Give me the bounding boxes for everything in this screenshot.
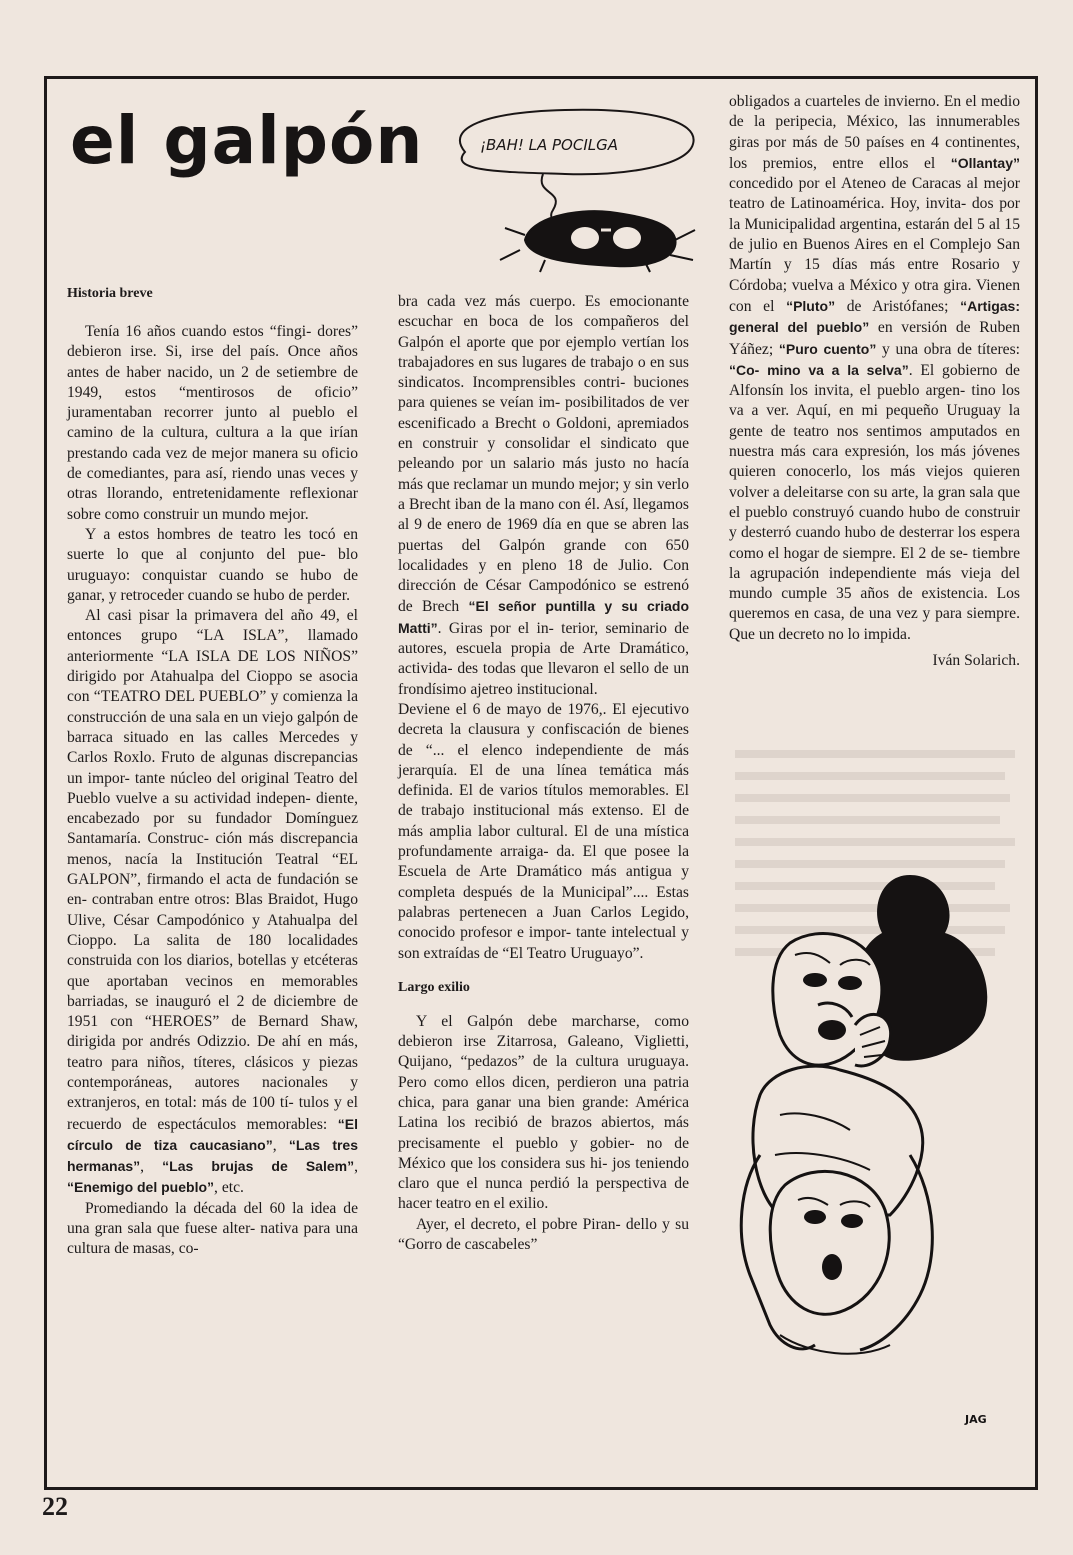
play-title: “Co- mino va a la selva” [729,361,909,378]
separator: , [140,1158,163,1176]
paragraph [729,92,1020,645]
author-signature: Iván Solarich. [932,652,1020,670]
separator: , [354,1158,358,1176]
paragraph-text: y una obra de títeres: [882,340,1020,358]
paragraph: Y a estos hombres de teatro les tocó en suerte lo que al conjunto del pue- blo uruguayo: conquistar cuando se hubo de ganar, y retroceder cuando se hubo de perder. [67,525,358,604]
paragraph-text: . Giras por el in- terior, seminario de autores, escuela propia de Arte Dramático, activida- des todas que llevaron el sello de un frondísimo ajetreo institucional. [398,619,689,698]
illustrator-signature: JAG [965,1413,987,1426]
play-title: “Puro cuento” [778,340,877,357]
play-title: “Artigas: general del pueblo” [729,297,1021,336]
paragraph: Tenía 16 años cuando estos “fingi- dores” debieron irse. Si, irse del país. Once años antes de haber nacido, un 2 de setiembre de 1949, estos “mentirosos de oficio” juramentaban recorrer junto al pueblo el camino de la cultura, cultura a la que irían prestando cada vez de mejor manera su oficio de comediantes, para así, riendo unas veces y otras llorando, entretenidamente reflexionar sobre como construir un mundo mejor. [67,323,358,523]
paragraph-text: obligados a cuarteles de invierno. En el medio de la peripecia, México, las innumerables giras por más de 50 países en 4 continentes, los premios, entre ellos el [729,93,1020,172]
section-heading-historia-breve: Historia breve [67,286,153,301]
cartoon-caption: ¡BAH! LA POCILGA [480,136,619,154]
play-title: “El señor puntilla y su criado Matti” [398,598,689,636]
paragraph-text: en versión de Ruben Yáñez; [729,319,1020,358]
paragraph [398,292,689,700]
paragraph-text: . El gobierno de Alfonsín los invita, el pueblo argen- tino los va a ver. Aquí, en mi pequeño Uruguay la gente de teatro nos sentimos amputados en nuestra más cara expresión, los más jóvenes quieren conocerlo, los más viejos quieren volver a deleitarse con su arte, la gran sala que el pueblo construyó cuando hubo de construir y desterró cuando hubo de desterrar los espera como el hogar de siempre. El 2 de se- tiembre la agrupación independiente más vieja del mundo cumple 35 años de existencia. Los queremos en casa, de una vez y para siempre. Que un decreto no lo impida. [729,361,1020,643]
play-title: “Enemigo del pueblo” [67,1179,215,1196]
article-column-2 [398,292,689,1255]
paragraph-text: Al casi pisar la primavera del año 49, el entonces grupo “LA ISLA”, llamado anteriormente “LA ISLA DE LOS NIÑOS” dirigido por Atahualpa del Cioppo se asocia con “TEATRO DEL PUEBLO” y comienza la construcción de una sala en un viejo galpón de barraca situado en las calles Mercedes y Carlos Roxlo. Fruto de algunas discrepancias un impor- tante núcleo del original Teatro del Pueblo vuelve a su actividad indepen- diente, encabezado por su fundador Domínguez Santamaría. Construc- ción más discrepancia menos, nacía la Institución Teatral “EL GALPON”, firmando el acta de fundación se en- contraban entre otros: Blas Braidot, Hugo Ulive, César Campodónico y Atahualpa del Cioppo. La salita de 180 localidades construida con los diarios, botellas y etcéteras que aportaban vecinos en memorables barriadas, se inauguró el 2 de diciembre de 1951 con “HEROES” de Bernard Shaw, dirigida por andrés Odizzio. De ahí en más, teatro para niños, títeres, clásicos y piezas contemporáneas, autores nacionales y extranjeros, en total: más de 100 tí- tulos y el recuerdo de espectáculos memorables: [67,607,358,1133]
paragraph-text: concedido por el Ateneo de Caracas al mejor teatro de Latinoamérica. Hoy, invita- dos por la Municipalidad argentina, estarán del 5 al 15 de julio en Buenos Aires en el Complejo San Martín y 15 días más entre Rosario y Córdoba; vuelva a México y otra gira. Vienen con el [729,175,1020,315]
article-column-3 [729,92,1020,671]
paragraph: Promediando la década del 60 la idea de una gran sala que fuese alter- nativa para una cultura de masas, co- [67,1199,358,1258]
page-number: 22 [42,1492,68,1521]
paragraph-text: , etc. [214,1179,244,1197]
paragraph-text: bra cada vez más cuerpo. Es emocionante escuchar en boca de los compañeros del Galpón el aporte que por ejemplo vertían los trabajadores en sus lugares de trabajo o en sus sindicatos. Incomprensibles contri- buciones para quienes se veían im- posibilitados de ver escenificado a Brecht o Goldoni, apremiados en construir y consolidar el sindicato que peleando por un salario más justo no hacía más que reclamar un mundo mejor; y sin verlo a Brecht iban de la mano con él. Así, llegamos al 9 de enero de 1969 día en que se abren las puertas del Galpón grande con 650 localidades y en pleno 18 de Julio. Con dirección de César Campodónico se estrenó de Brech [398,293,690,616]
separator: , [272,1136,289,1154]
theater-masks-illustration [720,855,1020,1445]
play-title: “El círculo de tiza caucasiano” [67,1115,358,1153]
paragraph [67,606,358,1199]
paragraph-text: de Aristófanes; [846,297,949,315]
page-title: el galpón [70,102,424,179]
article-column-1 [67,284,358,1260]
paragraph: Ayer, el decreto, el pobre Piran- dello y su “Gorro de cascabeles” [398,1215,689,1254]
play-title: “Las tres hermanas” [67,1136,358,1175]
award-title: “Ollantay” [950,154,1020,171]
paragraph: Deviene el 6 de mayo de 1976,. El ejecutivo decreta la clausura y confiscación de bienes de “... el elenco independiente de más jerarquía. El de una línea temática más definida. El de varios títulos memorables. El de trabajo institucional más extenso. El de más amplia labor cultural. El de una mística profundamente arraiga- da. El que posee la Escuela de Arte Dramático más antigua y completa después de la Municipal”.... Estas palabras pertenecen a Juan Carlos Legido, conocido profesor e impor- tante intelectual y son extraídas de “El Teatro Uruguayo”. [398,700,689,962]
play-title: “Pluto” [786,297,836,314]
play-title: “Las brujas de Salem” [162,1158,355,1175]
paragraph: Y el Galpón debe marcharse, como debieron irse Zitarrosa, Galeano, Viglietti, Quijano, “pedazos” de la cultura uruguaya. Pero como ellos dicen, perdieron una patria chica, para ganar una bien grande: América Latina los recibió de brazos abiertos, más precisamente el pueblo y gobier- no de México que los considera sus hi- jos teniendo claro que el nunca perdió la perspectiva de hacer teatro en el exilio. [398,1012,689,1213]
pig-cartoon-illustration [425,100,715,275]
section-heading-largo-exilio: Largo exilio [398,979,470,995]
